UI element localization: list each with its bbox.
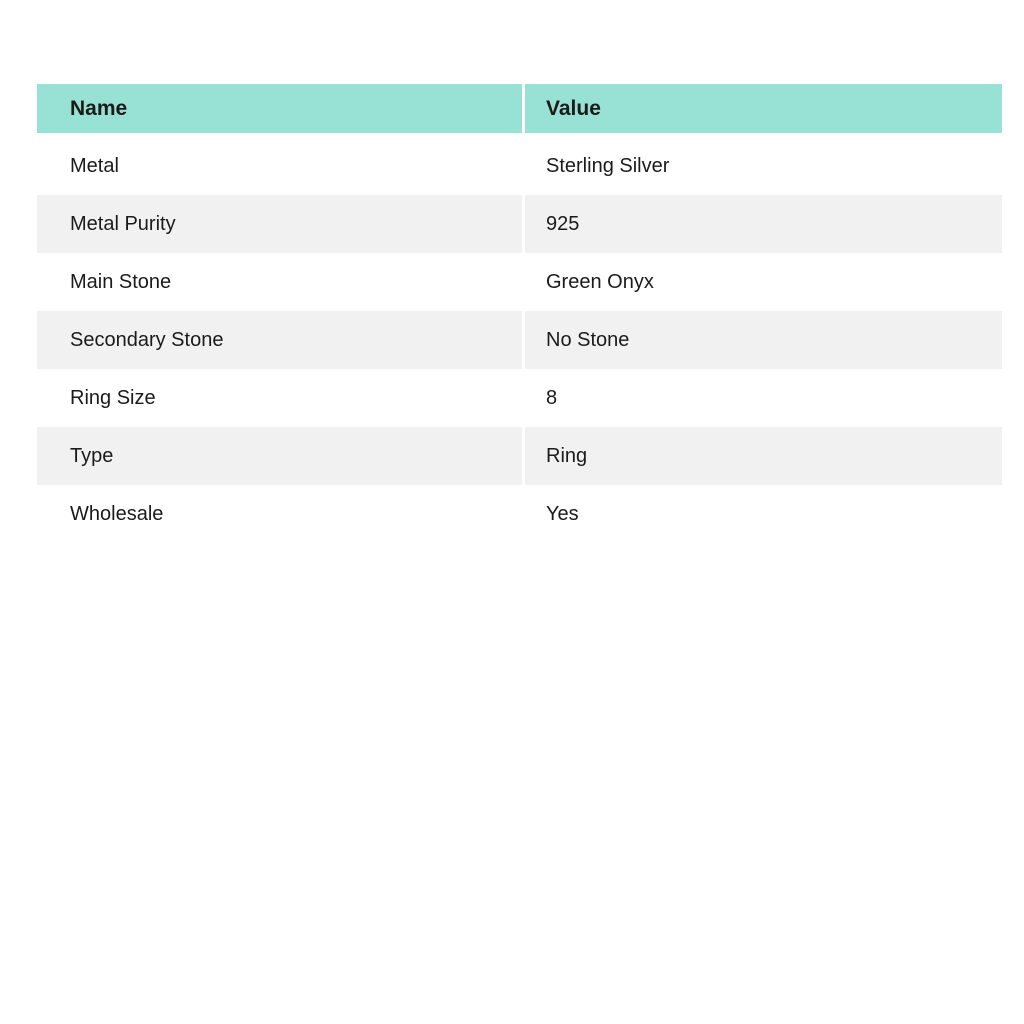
- row-value-cell: Yes: [525, 485, 1002, 543]
- table-row: [37, 137, 1002, 195]
- row-name-cell: Secondary Stone: [37, 311, 522, 369]
- row-value-cell: 925: [525, 195, 1002, 253]
- row-value-cell: Ring: [525, 427, 1002, 485]
- row-value-cell: 8: [525, 369, 1002, 427]
- row-value-cell: No Stone: [525, 311, 1002, 369]
- row-value-cell: Sterling Silver: [525, 137, 1002, 195]
- header-value-cell: Value: [525, 84, 1002, 133]
- row-value-cell: Green Onyx: [525, 253, 1002, 311]
- row-name-cell: Main Stone: [37, 253, 522, 311]
- row-name-cell: Metal: [37, 137, 522, 195]
- table-row: [37, 485, 1002, 543]
- row-name-cell: Type: [37, 427, 522, 485]
- row-name-cell: Wholesale: [37, 485, 522, 543]
- table-row: [37, 427, 1002, 485]
- table-row: [37, 195, 1002, 253]
- row-name-cell: Ring Size: [37, 369, 522, 427]
- header-name-cell: Name: [37, 84, 522, 133]
- row-name-cell: Metal Purity: [37, 195, 522, 253]
- table-body: [37, 137, 1002, 543]
- table-row: [37, 369, 1002, 427]
- table-row: [37, 253, 1002, 311]
- spec-table: [37, 84, 1002, 543]
- table-header-row: [37, 84, 1002, 133]
- table-row: [37, 311, 1002, 369]
